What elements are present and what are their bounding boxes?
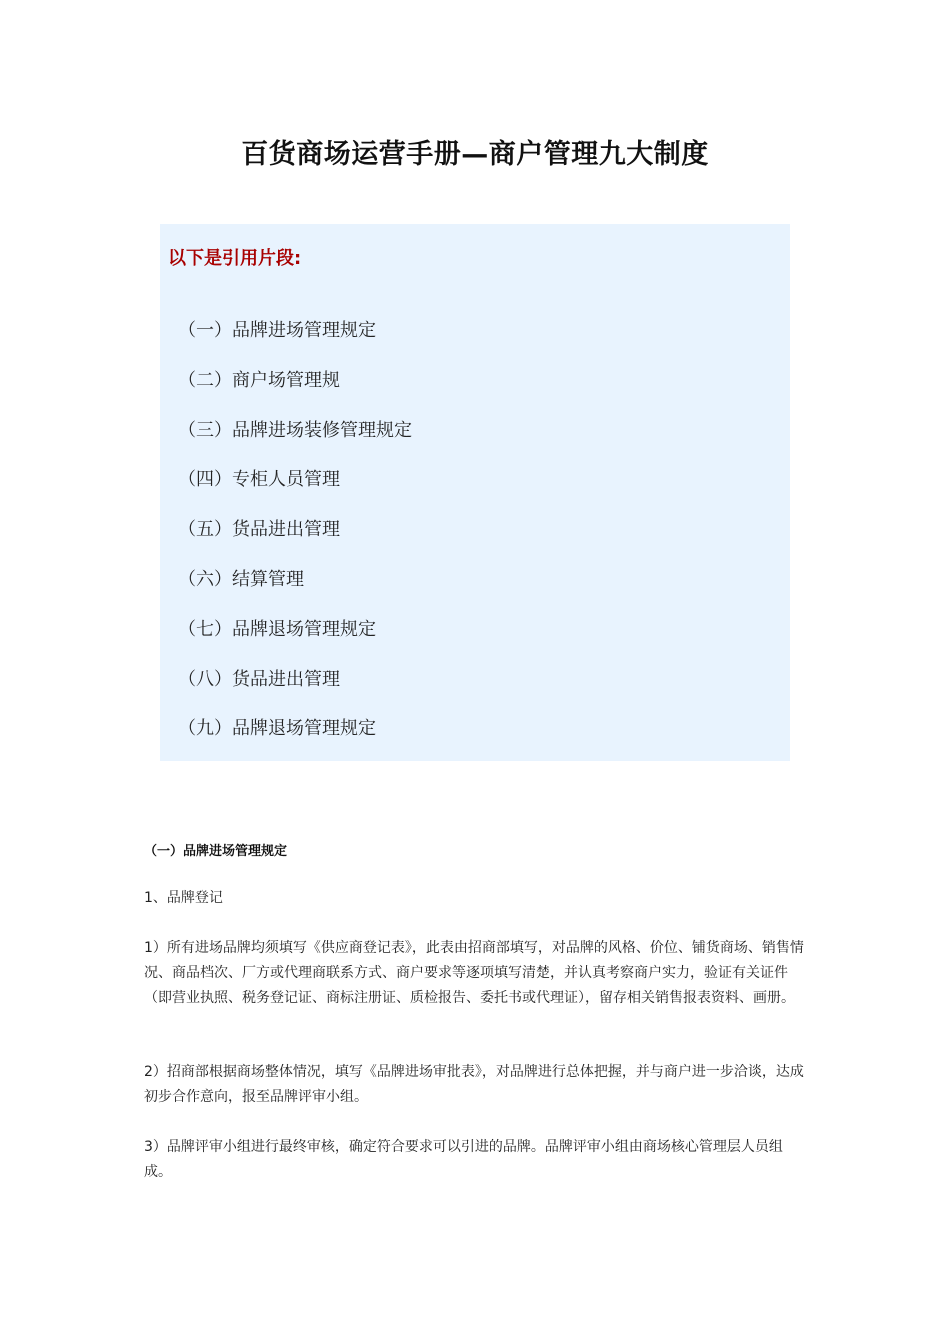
quote-block [160,224,790,761]
toc-list [178,319,412,767]
toc-item: （三）品牌进场装修管理规定 [178,419,412,441]
document-title: 百货商场运营手册—商户管理九大制度 [241,139,709,170]
body-paragraph: 2）招商部根据商场整体情况，填写《品牌进场审批表》，对品牌进行总体把握，并与商户进一步洽谈，达成初步合作意向，报至品牌评审小组。 [144,1064,804,1105]
toc-item: （七）品牌退场管理规定 [178,618,376,640]
toc-item: （四）专柜人员管理 [178,469,340,491]
quote-heading: 以下是引用片段: [168,248,302,269]
toc-item: （五）货品进出管理 [178,519,340,541]
toc-item: （一）品牌进场管理规定 [178,320,376,341]
toc-item: （九）品牌退场管理规定 [178,718,376,740]
body-paragraph: 3）品牌评审小组进行最终审核，确定符合要求可以引进的品牌。品牌评审小组由商场核心管理层人员组成。 [144,1139,783,1180]
toc-item: （八）货品进出管理 [178,668,340,690]
toc-item: （六）结算管理 [178,568,304,590]
toc-item: （二）商户场管理规 [178,369,340,391]
section-subheading: 1、品牌登记 [144,890,223,906]
section-heading: （一）品牌进场管理规定 [144,844,288,859]
body-paragraph: 1）所有进场品牌均须填写《供应商登记表》，此表由招商部填写，对品牌的风格、价位、铺货商场、销售情况、商品档次、厂方或代理商联系方式、商户要求等逐项填写清楚，并认真考察商户实力，验证有关证件（即营业执照、税务登记证、商标注册证、质检报告、委托书或代理证），留存相关销售报表资料、画册。 [144,940,804,1006]
